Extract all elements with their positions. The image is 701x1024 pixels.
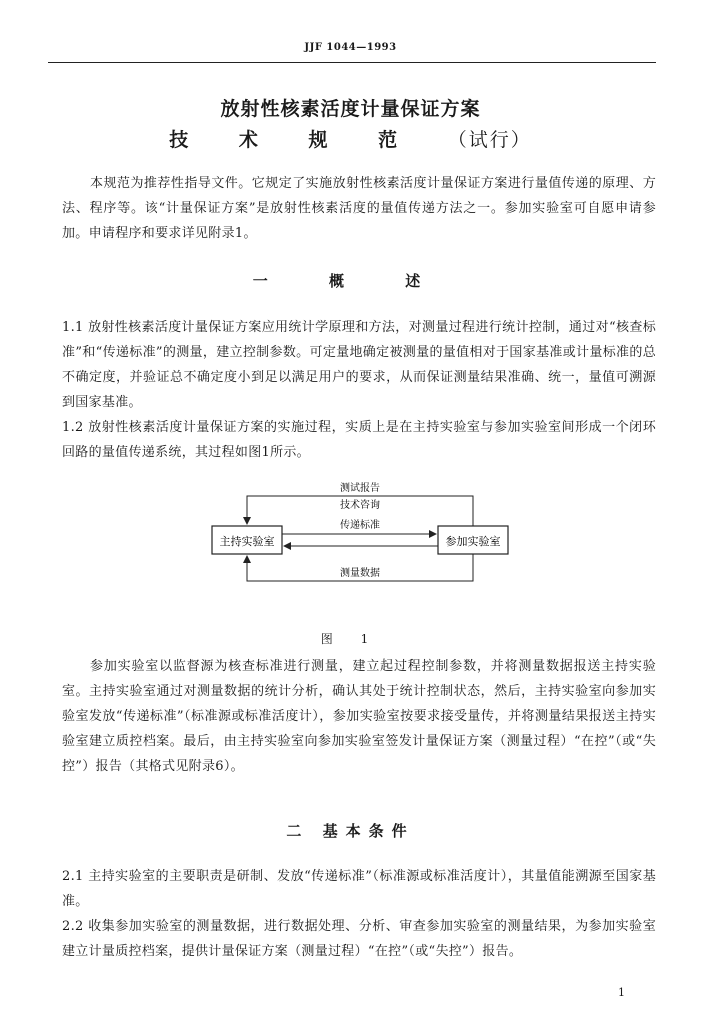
paragraph-2-1: 2.1 主持实验室的主要职责是研制、发放“传递标准”（标准源或标准活度计），其量值能溯源至国家基准。 (62, 869, 656, 909)
paragraph-2-2: 2.2 收集参加实验室的测量数据，进行数据处理、分析、审查参加实验室的测量结果，为参加实验室建立计量质控档案，提供计量保证方案（测量过程）“在控”（或“失控”）报告。 (62, 919, 656, 959)
tech-consult-label: 技术咨询 (340, 500, 380, 511)
document-title: 放射性核素活度计量保证方案 (220, 98, 481, 120)
measurement-data-label: 测量数据 (340, 568, 380, 579)
paragraph-1-2: 1.2 放射性核素活度计量保证方案的实施过程，实质上是在主持实验室与参加实验室间形成一个闭环回路的量值传递系统，其过程如图1所示。 (62, 420, 656, 460)
header-rule (48, 62, 656, 63)
document-subtitle (0, 125, 701, 152)
paragraph-1-1: 1.1 放射性核素活度计量保证方案应用统计学原理和方法，对测量过程进行统计控制，通过对“核查标准”和“传递标准”的测量，建立控制参数。可定量地确定被测量的量值相对于国家基准或计量标准的总不确定度，并验证总不确定度小到足以满足用户的要求，从而保证测量结果准确、统一，量值可溯源到国家基准。 (62, 320, 656, 410)
figure-1-diagram (190, 476, 530, 594)
test-report-label: 测试报告 (340, 483, 380, 494)
standard-number: JJF 1044—1993 (304, 42, 397, 53)
subtitle-text: 技 术 规 范 (169, 129, 420, 151)
paragraph-after-figure: 参加实验室以监督源为核查标准进行测量，建立起过程控制参数，并将测量数据报送主持实验室。主持实验室通过对测量数据的统计分析，确认其处于统计控制状态，然后，主持实验室向参加实验室发放“传递标准”（标准源或标准活度计），参加实验室按要求接受量传，并将测量结果报送主持实验室建立质控档案。最后，由主持实验室向参加实验室签发计量保证方案（测量过程）“在控”（或“失控”）报告（其格式见附录6）。 (62, 659, 656, 774)
page-number: 1 (618, 986, 625, 999)
section-2-heading: 二 基本条件 (286, 822, 415, 840)
intro-paragraph: 本规范为推荐性指导文件。它规定了实施放射性核素活度计量保证方案进行量值传递的原理、方法、程序等。该“计量保证方案”是放射性核素活度的量值传递方法之一。参加实验室可自愿申请参加。申请程序和要求详见附录1。 (62, 176, 656, 241)
section-1-heading: 一 概 述 (252, 272, 449, 290)
host-lab-label: 主持实验室 (219, 535, 275, 548)
participant-lab-label: 参加实验室 (445, 535, 501, 548)
transfer-standard-label: 传递标准 (340, 520, 380, 531)
trial-label: （试行） (447, 129, 532, 151)
figure-caption: 图 1 (320, 632, 381, 646)
